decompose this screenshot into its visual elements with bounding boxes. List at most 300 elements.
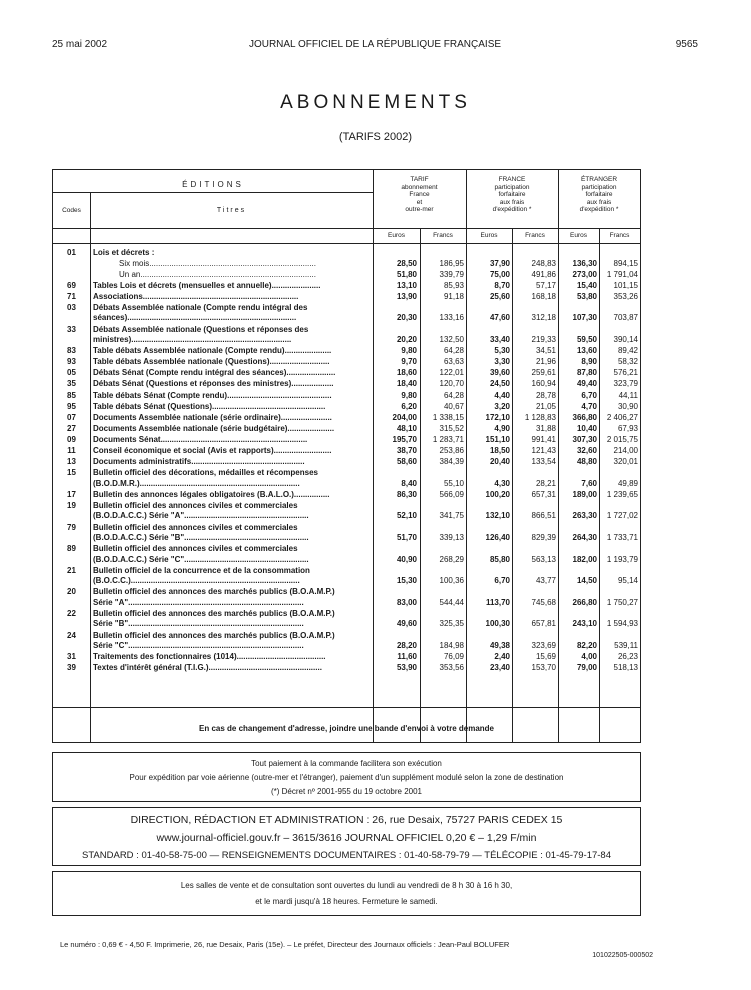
row-title	[93, 609, 367, 630]
row-title	[93, 587, 367, 608]
row-value: 312,18	[531, 313, 556, 323]
row-value: 132,50	[439, 335, 464, 344]
row-value: 15,30	[396, 576, 417, 586]
row-value: 59,50	[576, 335, 597, 344]
row-value: 32,60	[576, 446, 597, 455]
row-code: 69	[67, 280, 76, 290]
row-value: 1 128,83	[524, 412, 556, 422]
row-value: 49,38	[489, 641, 510, 650]
heading-line: aux frais	[586, 198, 612, 206]
row-value: 518,13	[613, 663, 638, 673]
row-value: 20,30	[396, 313, 417, 323]
row-value: 30,90	[617, 401, 638, 411]
currency-label: Euros	[570, 232, 587, 239]
row-value: 64,28	[443, 346, 464, 356]
page-title: ABONNEMENTS	[280, 92, 471, 113]
row-value: 13,90	[396, 291, 417, 301]
row-code: 20	[67, 587, 76, 597]
row-title-line: Lois et décrets :	[93, 248, 155, 257]
row-title	[93, 281, 367, 292]
divider	[53, 243, 640, 244]
row-value: 76,09	[443, 652, 464, 662]
row-title-line: Série "A"...............................................................................	[93, 597, 304, 607]
heading-line: ÉTRANGER	[580, 176, 618, 183]
row-value: 24,50	[489, 379, 510, 389]
row-value: 4,90	[494, 423, 510, 433]
row-code: 15	[67, 468, 76, 478]
row-title	[93, 357, 367, 368]
heading-line: FRANCE	[498, 176, 526, 183]
row-value: 8,90	[581, 357, 597, 367]
row-value: 40,90	[396, 554, 417, 564]
row-value: 49,89	[617, 478, 638, 488]
row-value: 53,80	[576, 291, 597, 301]
row-title-line: Tables Lois et décrets (mensuelles et annuelle)......................	[93, 280, 321, 290]
row-value: 133,54	[531, 457, 556, 467]
row-value: 89,42	[617, 346, 638, 356]
row-title	[93, 248, 367, 259]
row-value: 320,01	[613, 457, 638, 467]
row-value: 95,14	[617, 576, 638, 586]
row-code: 83	[67, 346, 76, 356]
heading-line: d'expédition *	[492, 206, 532, 213]
row-value: 657,31	[531, 489, 556, 499]
row-value: 13,60	[576, 346, 597, 356]
row-value: 107,30	[572, 313, 597, 323]
row-value: 151,10	[485, 434, 510, 444]
row-title	[93, 402, 367, 413]
row-value: 53,90	[396, 663, 417, 673]
heading-line: et	[416, 198, 423, 206]
row-title	[93, 490, 367, 501]
row-value: 49,60	[396, 619, 417, 629]
row-value: 85,93	[443, 280, 464, 290]
row-code: 07	[67, 412, 76, 422]
row-value: 315,52	[439, 423, 464, 433]
row-value: 6,20	[401, 401, 417, 411]
row-value: 390,14	[613, 335, 638, 344]
row-value: 18,50	[489, 446, 510, 455]
sales-box	[52, 871, 641, 916]
row-value: 1 791,04	[606, 269, 638, 279]
row-value: 353,26	[613, 291, 638, 301]
heading-line: TARIF	[410, 176, 429, 183]
row-title-line: Bulletin officiel des annonces des marchés publics (B.O.A.M.P.)	[93, 608, 335, 618]
footer-imprint: Le numéro : 0,69 € - 4,50 F. Imprimerie, 26, rue Desaix, Paris (15e). – Le préfet, Directeur des Journaux officiels : Jean-Paul BOLUFER	[60, 940, 510, 949]
row-code: 33	[67, 324, 76, 334]
row-title	[93, 446, 367, 457]
row-title-line: (B.O.D.A.C.C.) Série "C"........................................................	[93, 554, 309, 564]
row-title	[93, 270, 367, 281]
payment-box	[52, 752, 641, 802]
row-value: 14,50	[576, 576, 597, 586]
row-title	[93, 424, 367, 435]
row-value: 1 239,65	[606, 489, 638, 499]
row-value: 866,51	[531, 511, 556, 521]
row-value: 1 750,27	[606, 597, 638, 607]
row-value: 745,68	[531, 597, 556, 607]
row-value: 6,70	[581, 390, 597, 400]
row-value: 273,00	[572, 269, 597, 279]
row-value: 268,29	[439, 554, 464, 564]
divider	[53, 192, 373, 193]
row-value: 15,69	[535, 652, 556, 662]
row-value: 100,36	[439, 576, 464, 586]
row-title-line: Bulletin officiel des annonces des marchés publics (B.O.A.M.P.)	[93, 587, 335, 597]
row-value: 132,10	[485, 511, 510, 521]
row-value: 9,80	[401, 390, 417, 400]
row-value: 2 406,27	[606, 412, 638, 422]
row-value: 657,81	[531, 619, 556, 629]
row-code: 31	[67, 652, 76, 662]
row-value: 25,60	[489, 291, 510, 301]
row-value: 339,79	[439, 269, 464, 279]
row-value: 113,70	[485, 597, 510, 607]
row-value: 21,96	[535, 357, 556, 367]
row-title-line: Table débats Assemblée nationale (Compte rendu).....................	[93, 346, 332, 356]
row-title-line: Table débats Sénat (Compte rendu)...............................................	[93, 390, 332, 400]
editions-heading: ÉDITIONS	[182, 180, 244, 189]
row-value: 8,40	[401, 478, 417, 488]
row-title-line: Textes d'intérêt général (T.I.G.)...................................................	[93, 663, 322, 673]
row-value: 44,11	[618, 390, 638, 400]
row-title-line: Débats Sénat (Compte rendu intégral des séances)......................	[93, 368, 336, 378]
row-value: 58,32	[617, 357, 638, 367]
row-value: 168,18	[531, 291, 556, 301]
row-code: 24	[67, 630, 76, 640]
row-value: 122,01	[439, 368, 464, 378]
row-value: 4,70	[581, 401, 597, 411]
row-title-line: Associations......................................................................	[93, 291, 299, 301]
divider	[53, 228, 640, 229]
row-title-line: Conseil économique et social (Avis et rapports)..........................	[93, 446, 332, 455]
row-title-line: Bulletin des annonces légales obligatoires (B.A.L.O.)................	[93, 489, 330, 499]
row-value: 82,20	[576, 641, 597, 650]
row-code: 05	[67, 368, 76, 378]
row-value: 11,60	[397, 652, 417, 662]
row-value: 4,00	[581, 652, 597, 662]
heading-line: forfaitaire	[498, 191, 526, 198]
address-change-note: En cas de changement d'adresse, joindre une bande d'envoi à votre demande	[199, 724, 494, 733]
row-value: 7,60	[581, 478, 597, 488]
etranger-column-heading	[558, 176, 640, 214]
row-value: 37,90	[489, 258, 510, 268]
row-value: 263,30	[572, 511, 597, 521]
row-value: 1 727,02	[606, 511, 638, 521]
row-value: 100,30	[485, 619, 510, 629]
page-header	[52, 39, 698, 53]
row-value: 91,18	[443, 291, 464, 301]
row-value: 100,20	[485, 489, 510, 499]
row-value: 48,80	[576, 457, 597, 467]
row-value: 253,86	[439, 446, 464, 455]
tarif-column-heading	[373, 176, 466, 214]
header-journal: JOURNAL OFFICIEL DE LA RÉPUBLIQUE FRANÇAISE	[248, 39, 502, 50]
row-code: 39	[67, 663, 76, 673]
row-code: 27	[67, 423, 76, 433]
row-value: 182,00	[572, 554, 597, 564]
row-title	[93, 435, 367, 446]
row-value: 2,40	[494, 652, 510, 662]
row-value: 23,40	[489, 663, 510, 673]
row-title	[93, 468, 367, 489]
row-value: 1 193,79	[606, 554, 638, 564]
heading-line: d'expédition *	[579, 206, 619, 213]
row-value: 39,60	[489, 368, 510, 378]
row-value: 40,67	[443, 401, 464, 411]
row-value: 204,00	[392, 412, 417, 422]
row-title-line: Table débats Assemblée nationale (Questions)...........................	[93, 357, 330, 367]
row-title-line: Documents Sénat..................................................................	[93, 434, 308, 444]
row-value: 248,83	[531, 258, 556, 268]
payment-line: Tout paiement à la commande facilitera son exécution	[251, 759, 442, 768]
row-title	[93, 259, 367, 270]
row-code: 01	[67, 248, 76, 257]
row-value: 28,20	[396, 641, 417, 650]
row-code: 03	[67, 302, 76, 312]
row-value: 10,40	[576, 423, 597, 433]
row-code: 17	[67, 489, 76, 499]
row-value: 160,94	[531, 379, 556, 389]
row-value: 829,39	[531, 533, 556, 542]
row-title	[93, 544, 367, 565]
row-code: 21	[67, 565, 76, 575]
row-value: 83,00	[396, 597, 417, 607]
row-value: 43,77	[535, 576, 556, 586]
row-code: 19	[67, 500, 76, 510]
row-value: 325,35	[439, 619, 464, 629]
row-title-line: Débats Sénat (Questions et réponses des ministres)...................	[93, 379, 334, 389]
row-title-line: Bulletin officiel des annonces civiles et commerciales	[93, 522, 298, 532]
row-value: 48,10	[396, 423, 417, 433]
heading-line: outre-mer	[405, 206, 434, 213]
row-title-line: Série "C"...............................................................................	[93, 641, 304, 650]
row-value: 18,40	[396, 379, 417, 389]
row-value: 544,44	[439, 597, 464, 607]
row-value: 87,80	[576, 368, 597, 378]
row-title	[93, 566, 367, 587]
row-value: 55,10	[443, 478, 464, 488]
row-value: 33,40	[489, 335, 510, 344]
row-value: 339,13	[439, 533, 464, 542]
row-value: 264,30	[572, 533, 597, 542]
row-value: 15,40	[576, 280, 597, 290]
row-code: 85	[67, 390, 76, 400]
row-value: 341,75	[439, 511, 464, 521]
row-value: 184,98	[439, 641, 464, 650]
row-title-line: Bulletin officiel des décorations, médailles et récompenses	[93, 468, 318, 478]
row-value: 259,61	[531, 368, 556, 378]
heading-line: France	[409, 191, 430, 198]
row-value: 1 338,15	[432, 412, 464, 422]
row-title	[93, 413, 367, 424]
row-value: 13,10	[396, 280, 417, 290]
row-value: 243,10	[572, 619, 597, 629]
row-code: 13	[67, 457, 76, 467]
row-code: 22	[67, 608, 76, 618]
row-value: 79,00	[576, 663, 597, 673]
row-value: 8,70	[494, 280, 510, 290]
row-value: 563,13	[531, 554, 556, 564]
row-value: 120,70	[439, 379, 464, 389]
row-title-line: Documents Assemblée nationale (série budgétaire).....................	[93, 423, 335, 433]
row-title	[93, 325, 367, 346]
heading-line: participation	[494, 183, 530, 191]
row-value: 101,15	[613, 280, 638, 290]
row-value: 703,87	[613, 313, 638, 323]
currency-label: Francs	[609, 232, 630, 239]
row-value: 64,28	[443, 390, 464, 400]
row-value: 28,50	[396, 258, 417, 268]
row-code: 95	[67, 401, 76, 411]
row-title	[93, 663, 367, 674]
row-value: 6,70	[494, 576, 510, 586]
row-title-line: ministres)........................................................................	[93, 335, 292, 344]
page-subtitle: (TARIFS 2002)	[338, 131, 413, 143]
row-title-line: (B.O.D.M.R.)........................................................................	[93, 478, 300, 488]
row-value: 9,80	[401, 346, 417, 356]
row-value: 47,60	[489, 313, 510, 323]
row-title-line: Débats Assemblée nationale (Compte rendu intégral des	[93, 302, 308, 312]
currency-label: Francs	[525, 232, 545, 239]
row-code: 09	[67, 434, 76, 444]
row-value: 34,51	[535, 346, 556, 356]
row-value: 75,00	[489, 269, 510, 279]
website-line: www.journal-officiel.gouv.fr – 3615/3616 JOURNAL OFFICIEL 0,20 € – 1,29 F/min	[156, 832, 537, 844]
row-value: 3,20	[494, 401, 510, 411]
heading-line: participation	[581, 183, 617, 191]
row-value: 366,80	[572, 412, 597, 422]
row-value: 323,69	[531, 641, 556, 650]
row-value: 266,80	[572, 597, 597, 607]
row-title-line: Bulletin officiel des annonces civiles et commerciales	[93, 544, 298, 554]
row-title-line: (B.O.C.C.)............................................................................	[93, 576, 300, 586]
row-title-line: Débats Assemblée nationale (Questions et réponses des	[93, 324, 309, 334]
row-value: 894,15	[613, 258, 638, 268]
heading-line: abonnement	[401, 183, 438, 191]
row-title	[93, 523, 367, 544]
currency-label: Francs	[433, 232, 453, 239]
row-value: 4,40	[494, 390, 510, 400]
row-value: 491,86	[531, 269, 556, 279]
heading-line: forfaitaire	[585, 191, 613, 198]
row-title-line: Bulletin officiel des annonces civiles et commerciales	[93, 500, 298, 510]
row-value: 52,10	[396, 511, 417, 521]
row-title	[93, 457, 367, 468]
row-title	[93, 501, 367, 522]
row-value: 172,10	[485, 412, 510, 422]
row-value: 4,30	[494, 478, 510, 488]
row-value: 1 283,71	[432, 434, 464, 444]
row-title	[93, 303, 367, 324]
direction-box	[52, 807, 641, 866]
row-value: 539,11	[614, 641, 638, 650]
row-value: 85,80	[489, 554, 510, 564]
row-value: 18,60	[396, 368, 417, 378]
phone-line: STANDARD : 01-40-58-75-00 — RENSEIGNEMENTS DOCUMENTAIRES : 01-40-58-79-79 — TÉLÉCOPIE : 01-45-79-17-84	[81, 850, 611, 861]
row-title-line: Bulletin officiel des annonces des marchés publics (B.O.A.M.P.)	[93, 630, 335, 640]
row-title-line: Bulletin officiel de la concurrence et de la consommation	[93, 565, 310, 575]
row-value: 121,43	[531, 446, 556, 455]
row-value: 566,09	[439, 489, 464, 499]
row-title	[93, 346, 367, 357]
sales-hours-line: Les salles de vente et de consultation sont ouvertes du lundi au vendredi de 8 h 30 à 16 h 30,	[180, 881, 513, 890]
row-value: 86,30	[396, 489, 417, 499]
row-value: 5,30	[494, 346, 510, 356]
row-title-line: Un an...............................................................................	[119, 269, 316, 279]
row-value: 31,88	[535, 423, 556, 433]
row-value: 1 594,93	[606, 619, 638, 629]
row-title	[93, 368, 367, 379]
row-title-line: Traitements des fonctionnaires (1014)........................................	[93, 652, 326, 662]
row-value: 57,17	[535, 280, 556, 290]
row-value: 26,23	[617, 652, 638, 662]
row-value: 1 733,71	[606, 533, 638, 542]
row-code: 79	[67, 522, 76, 532]
footer-code: 101022505-000502	[592, 952, 653, 959]
row-value: 186,95	[439, 258, 464, 268]
row-value: 58,60	[396, 457, 417, 467]
row-value: 51,80	[396, 269, 417, 279]
row-value: 67,93	[617, 423, 638, 433]
row-title-line: Six mois...........................................................................	[119, 258, 316, 268]
row-value: 136,30	[572, 258, 597, 268]
codes-heading: Codes	[62, 207, 81, 214]
header-page-number: 9565	[675, 39, 698, 50]
row-value: 307,30	[572, 434, 597, 444]
payment-line: Pour expédition par voie aérienne (outre-mer et l'étranger), paiement d'un supplément modulé selon la zone de destination	[129, 773, 564, 782]
row-value: 384,39	[439, 457, 464, 467]
row-title	[93, 379, 367, 390]
heading-line: aux frais	[499, 198, 525, 206]
row-value: 63,63	[443, 357, 464, 367]
row-value: 189,00	[572, 489, 597, 499]
direction-address: DIRECTION, RÉDACTION ET ADMINISTRATION : 26, rue Desaix, 75727 PARIS CEDEX 15	[130, 814, 563, 826]
row-value: 9,70	[401, 357, 417, 367]
row-title-line: séances)............................................................................	[93, 313, 297, 323]
row-value: 21,05	[535, 401, 556, 411]
row-value: 323,79	[613, 379, 638, 389]
row-value: 219,33	[531, 335, 556, 344]
row-title-line: Série "B"...............................................................................	[93, 619, 304, 629]
row-value: 153,70	[531, 663, 556, 673]
row-code: 89	[67, 544, 76, 554]
divider	[53, 707, 640, 708]
row-title	[93, 292, 367, 303]
row-value: 38,70	[396, 446, 417, 455]
row-title	[93, 652, 367, 663]
currency-label: Euros	[388, 232, 405, 239]
row-title-line: (B.O.D.A.C.C.) Série "A"........................................................	[93, 511, 309, 521]
row-value: 20,40	[489, 457, 510, 467]
row-value: 126,40	[485, 533, 510, 542]
row-value: 214,00	[613, 446, 638, 455]
row-value: 991,41	[531, 434, 556, 444]
row-value: 133,16	[439, 313, 464, 323]
row-code: 11	[67, 446, 76, 455]
row-title	[93, 631, 367, 652]
row-code: 93	[67, 357, 76, 367]
row-code: 35	[67, 379, 76, 389]
row-title-line: (B.O.D.A.C.C.) Série "B"........................................................	[93, 533, 309, 542]
row-value: 49,40	[576, 379, 597, 389]
row-value: 195,70	[392, 434, 417, 444]
row-value: 3,30	[494, 357, 510, 367]
row-title-line: Table débats Sénat (Questions)...................................................	[93, 401, 326, 411]
row-title	[93, 391, 367, 402]
row-value: 353,56	[439, 663, 464, 673]
row-code: 71	[67, 291, 76, 301]
